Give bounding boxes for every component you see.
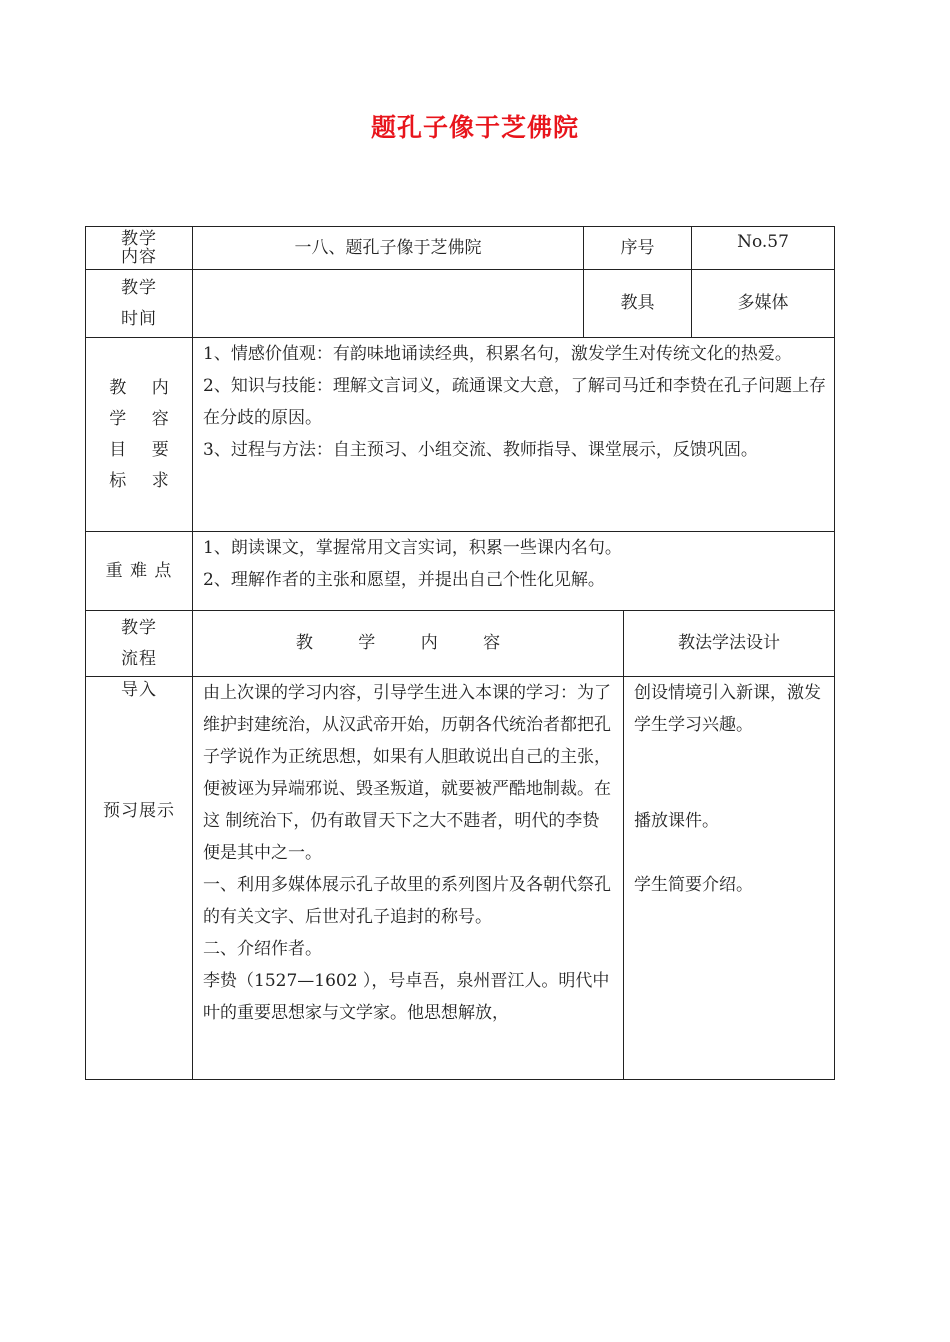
objective-item: 3、过程与方法：自主预习、小组交流、教师指导、课堂展示，反馈巩固。 xyxy=(203,440,758,460)
flow-method-header: 教法学法设计 xyxy=(624,611,835,677)
objectives-label-line: 学 容 xyxy=(109,408,179,429)
flow-paragraph: 一、利用多媒体展示孔子故里的系列图片及各朝代祭孔的有关文字、后世对孔子追封的称号。 xyxy=(203,875,611,927)
time-value xyxy=(193,270,584,338)
flow-paragraph: 由上次课的学习内容，引导学生进入本课的学习：为了维护封建统治，从汉武帝开始，历朝各代统治者都把孔子学说作为正统思想，如果有人胆敢说出自己的主张，便被诬为异端邪说、毁圣叛道，就要被严酷地制裁。在这 制统治下，仍有敢冒天下之大不韪者，明代的李贽便是其中之一。 xyxy=(203,683,611,863)
document-title: 题孔子像于芝佛院 xyxy=(370,113,579,142)
objectives-label-line: 标 求 xyxy=(109,470,179,491)
flow-label-line2: 流程 xyxy=(121,648,157,669)
row-difficulties xyxy=(86,532,835,611)
difficulties-content xyxy=(193,532,835,611)
lesson-plan-table xyxy=(85,226,835,1080)
flow-label-line1: 教学 xyxy=(121,617,157,638)
objectives-content xyxy=(193,338,835,532)
difficulty-label: 重 难 点 xyxy=(86,532,193,611)
objectives-label-cell xyxy=(86,338,193,532)
time-label-line1: 教学 xyxy=(121,277,157,298)
method-item: 学生简要介绍。 xyxy=(634,875,753,895)
content-label-line2: 内容 xyxy=(121,247,157,267)
objective-item: 2、知识与技能：理解文言词义，疏通课文大意，了解司马迁和李贽在孔子问题上存在分歧的原因。 xyxy=(203,376,826,428)
content-label-cell xyxy=(86,227,193,270)
time-label-cell xyxy=(86,270,193,338)
serial-value: No.57 xyxy=(692,227,835,270)
flow-label-cell xyxy=(86,611,193,677)
flow-stage-cell xyxy=(86,677,193,1080)
row-flow-body xyxy=(86,677,835,1080)
method-item: 创设情境引入新课，激发学生学习兴趣。 xyxy=(634,683,821,735)
serial-label: 序号 xyxy=(584,227,692,270)
method-item: 播放课件。 xyxy=(634,811,719,831)
row-lesson-content xyxy=(86,227,835,270)
flow-method-content xyxy=(624,677,835,1080)
flow-content-header xyxy=(193,611,624,677)
flow-content-header-text: 教 学 内 容 xyxy=(295,633,521,653)
flow-paragraph: 二、介绍作者。 xyxy=(203,939,322,959)
stage-intro: 导入 xyxy=(121,680,157,700)
row-flow-header xyxy=(86,611,835,677)
content-label-line1: 教学 xyxy=(121,229,157,249)
time-label-line2: 时间 xyxy=(121,308,157,329)
difficulty-item: 1、朗读课文，掌握常用文言实词，积累一些课内名句。 xyxy=(203,538,622,558)
stage-preview: 预习展示 xyxy=(103,801,175,821)
flow-paragraph: 李贽（1527—1602 ），号卓吾，泉州晋江人。明代中叶的重要思想家与文学家。他思想解放， xyxy=(203,971,610,1023)
tool-label: 教具 xyxy=(584,270,692,338)
objective-item: 1、情感价值观：有韵味地诵读经典，积累名句，激发学生对传统文化的热爱。 xyxy=(203,344,792,364)
lesson-name: 一八、题孔子像于芝佛院 xyxy=(193,227,584,270)
row-time-tools xyxy=(86,270,835,338)
tool-value: 多媒体 xyxy=(692,270,835,338)
difficulty-item: 2、理解作者的主张和愿望，并提出自己个性化见解。 xyxy=(203,570,605,590)
objectives-label-line: 教 内 xyxy=(109,377,179,398)
flow-main-content xyxy=(193,677,624,1080)
row-objectives xyxy=(86,338,835,532)
objectives-label-line: 目 要 xyxy=(109,439,179,460)
